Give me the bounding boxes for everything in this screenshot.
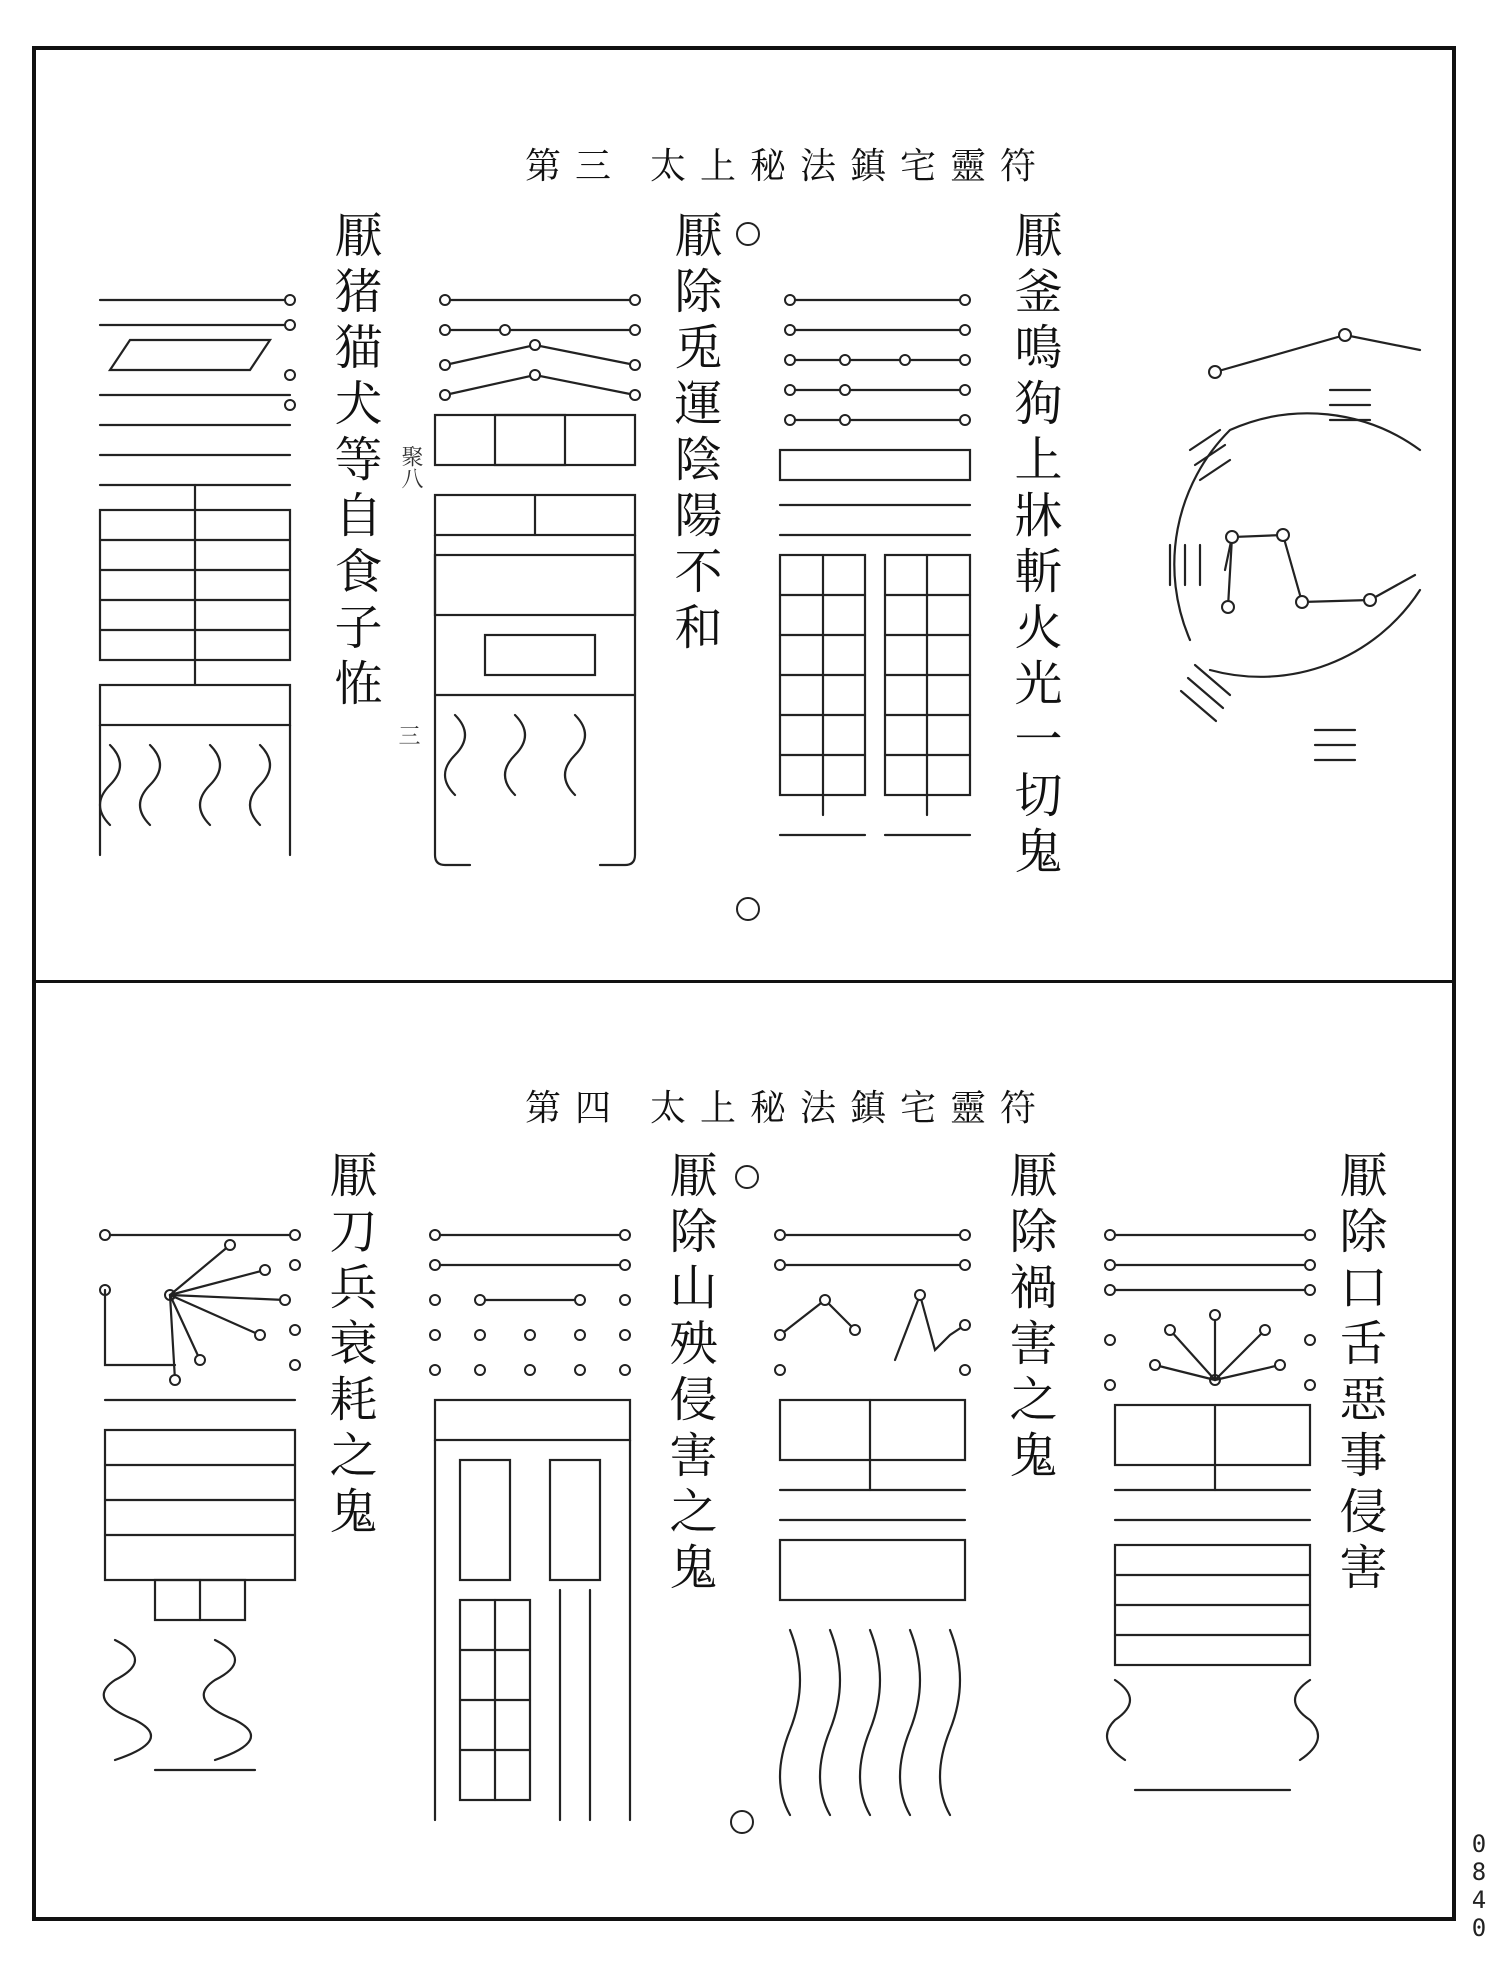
panel-header: 太上秘法鎮宅靈符	[650, 1088, 1051, 1129]
talisman-glyph-icon	[90, 295, 300, 855]
talisman-glyph-icon	[95, 1230, 305, 1800]
small-note: 聚八	[398, 445, 423, 489]
talisman-glyph-icon	[1105, 1230, 1320, 1800]
panel-header: 太上秘法鎮宅靈符	[650, 146, 1051, 187]
talisman-glyph-icon	[775, 1230, 975, 1820]
talisman-glyph-icon	[430, 1230, 635, 1830]
caption-3: 厭除山殃侵害之鬼	[661, 1150, 717, 1598]
talisman-glyph-icon	[775, 295, 980, 845]
binding-hole-icon	[730, 1810, 754, 1834]
caption-2: 厭除禍害之鬼	[1001, 1150, 1057, 1486]
caption-1: 厭除口舌惡事侵害	[1331, 1150, 1387, 1598]
caption-3: 厭猪猫犬等自食子恠	[326, 210, 382, 714]
panel-number: 第三	[525, 146, 626, 187]
panel-divider	[32, 980, 1456, 983]
caption-1: 厭釜鳴狗上牀斬火光一切鬼	[1006, 210, 1062, 882]
panel-number: 第四	[525, 1088, 626, 1129]
binding-hole-icon	[736, 897, 760, 921]
binding-hole-icon	[736, 222, 760, 246]
bagua-trigram-icon	[1150, 320, 1430, 790]
page-number: 0840	[1465, 1830, 1493, 1942]
caption-2: 厭除兎運陰陽不和	[666, 210, 722, 658]
talisman-glyph-icon	[425, 295, 645, 870]
caption-4: 厭刀兵衰耗之鬼	[321, 1150, 377, 1542]
small-note: 三	[395, 724, 420, 746]
binding-hole-icon	[735, 1165, 759, 1189]
